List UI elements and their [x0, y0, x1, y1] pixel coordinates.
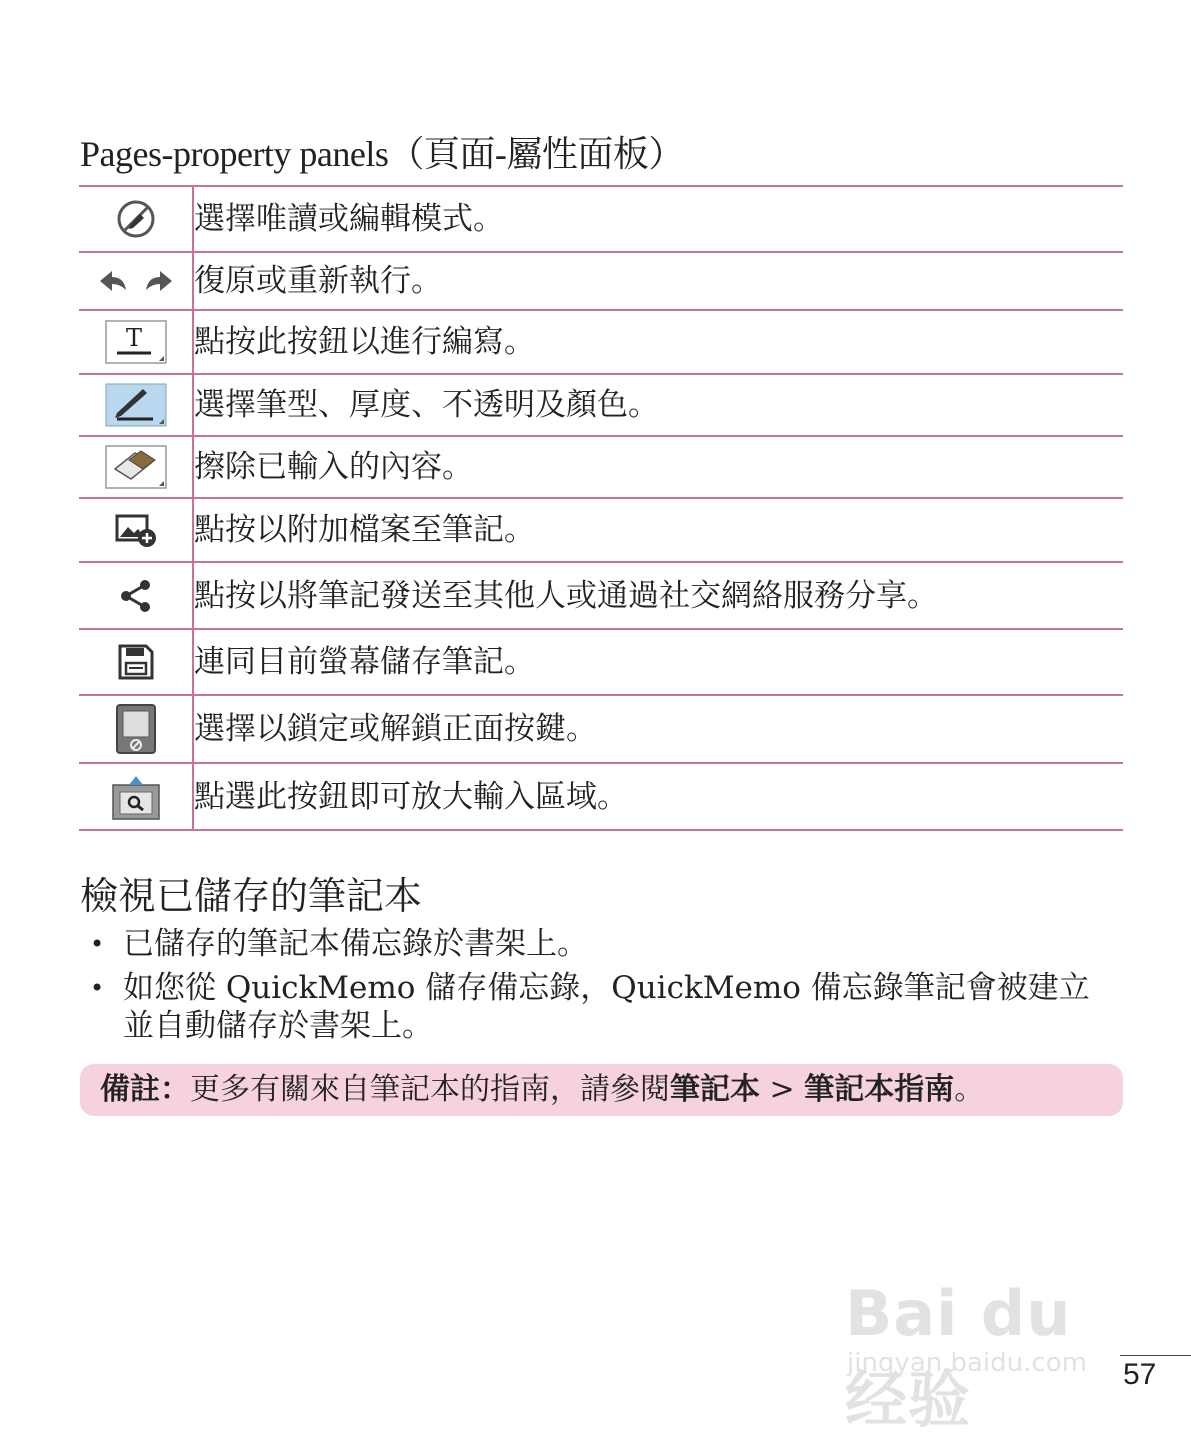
row-description: 選擇唯讀或編輯模式。 [193, 186, 1123, 252]
text-tool-icon [105, 320, 167, 364]
watermark-url: jingyan.baidu.com [847, 1348, 1087, 1378]
table-row [79, 695, 1123, 763]
bullet-list [80, 925, 1120, 1051]
row-description: 點按此按鈕以進行編寫。 [193, 310, 1123, 374]
page-number-rule [1120, 1355, 1191, 1356]
row-description: 點按以將筆記發送至其他人或通過社交網絡服務分享。 [193, 562, 1123, 629]
row-description: 點選此按鈕即可放大輸入區域。 [193, 763, 1123, 830]
note-label: 備註： [100, 1072, 190, 1107]
note-link-notebook: 筆記本 [670, 1072, 760, 1107]
icon-cell [79, 186, 193, 252]
save-icon [117, 643, 155, 681]
baidu-watermark [845, 1255, 1120, 1436]
row-description: 連同目前螢幕儲存筆記。 [193, 629, 1123, 695]
eraser-icon [105, 445, 167, 489]
list-item [80, 969, 1120, 1045]
table-row [79, 436, 1123, 498]
list-item-text: 已儲存的筆記本備忘錄於書架上。 [123, 926, 588, 962]
note-box [80, 1064, 1123, 1116]
share-icon [116, 576, 156, 616]
row-description: 點按以附加檔案至筆記。 [193, 498, 1123, 562]
zoom-input-icon [111, 773, 161, 821]
icon-cell [79, 695, 193, 763]
icon-cell [79, 629, 193, 695]
table-row [79, 186, 1123, 252]
note-text: 更多有關來自筆記本的指南，請參閱 [190, 1072, 670, 1107]
bullet-marker: • [90, 974, 105, 1002]
row-description: 選擇以鎖定或解鎖正面按鍵。 [193, 695, 1123, 763]
list-item-text: 如您從 QuickMemo 儲存備忘錄，QuickMemo 備忘錄筆記會被建立並自動儲存於書架上。 [123, 970, 1090, 1044]
undo-redo-icon [96, 266, 176, 296]
note-link-guide: 筆記本指南 [804, 1072, 955, 1107]
bullet-marker: • [90, 930, 105, 958]
table-row [79, 629, 1123, 695]
lock-key-icon [115, 703, 157, 755]
page-title: Pages-property panels（頁面-屬性面板） [80, 134, 684, 174]
attach-image-icon [114, 512, 158, 548]
note-end: 。 [954, 1072, 985, 1107]
row-description: 擦除已輸入的內容。 [193, 436, 1123, 498]
table-row [79, 374, 1123, 436]
icon-cell [79, 310, 193, 374]
pen-mode-icon [116, 199, 156, 239]
svg-text:T: T [125, 324, 142, 352]
table-row [79, 310, 1123, 374]
icon-cell [79, 374, 193, 436]
table-row [79, 252, 1123, 310]
watermark-logo: Bai du 经验 [845, 1277, 1072, 1436]
section-title: 檢視已儲存的筆記本 [80, 874, 423, 918]
table-row [79, 763, 1123, 830]
table-row [79, 562, 1123, 629]
icon-cell [79, 562, 193, 629]
icon-cell [79, 763, 193, 830]
note-separator: > [760, 1072, 805, 1107]
row-description: 選擇筆型、厚度、不透明及顏色。 [193, 374, 1123, 436]
icon-cell [79, 252, 193, 310]
table-row [79, 498, 1123, 562]
property-table [79, 185, 1123, 831]
page-number: 57 [1123, 1358, 1157, 1391]
icon-cell [79, 498, 193, 562]
row-description: 復原或重新執行。 [193, 252, 1123, 310]
list-item [80, 925, 1120, 963]
icon-cell [79, 436, 193, 498]
pen-tool-icon [105, 383, 167, 427]
